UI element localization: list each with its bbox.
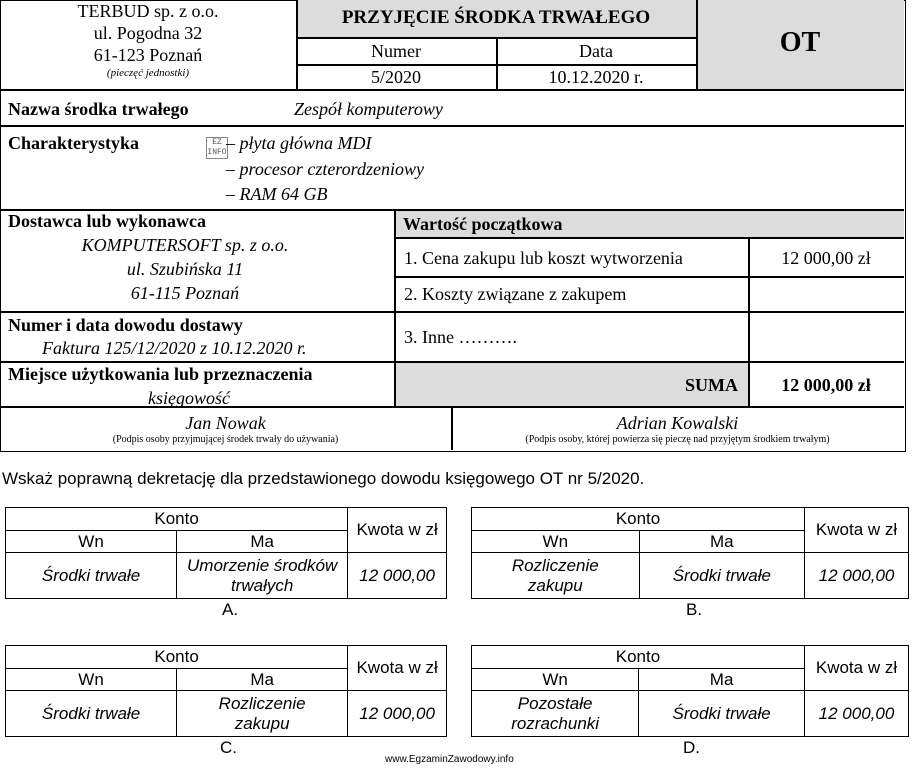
unit-city: 61-123 Poznań: [93, 45, 203, 65]
ma-header: Ma: [639, 531, 805, 553]
signature-left-name: Jan Nowak: [185, 413, 266, 433]
konto-header: Konto: [472, 508, 805, 531]
ma-header: Ma: [177, 531, 348, 553]
kwota-value: 12 000,00: [804, 691, 908, 737]
doc-code: OT: [779, 27, 821, 58]
kwota-value: 12 000,00: [805, 553, 909, 599]
supplier-label: Dostawca lub wykonawca: [8, 211, 207, 231]
place-value: księgowość: [148, 388, 230, 408]
delivery-value: Faktura 125/12/2020 z 10.12.2020 r.: [42, 338, 307, 358]
konto-header: Konto: [6, 508, 348, 531]
signature-right-note: (Podpis osoby, której powierza się pieczę nad przyjętym środkiem trwałym): [525, 434, 830, 445]
doc-title: PRZYJĘCIE ŚRODKA TRWAŁEGO: [341, 7, 651, 28]
footer-url: www.EgzaminZawodowy.info: [385, 754, 514, 765]
value-row-1-amount: 12 000,00 zł: [781, 248, 871, 268]
konto-header: Konto: [6, 646, 348, 669]
delivery-label: Numer i data dowodu dostawy: [8, 315, 243, 335]
unit-stamp: [0, 0, 296, 80]
kwota-header: Kwota w zł: [348, 508, 447, 553]
wn-header: Wn: [472, 669, 639, 691]
table-row: [6, 691, 447, 737]
unit-street: ul. Pogodna 32: [93, 23, 203, 43]
wn-value: Środki trwałe: [6, 553, 177, 599]
table-row: [472, 553, 909, 599]
wn-value: Pozostałe rozrachunki: [472, 691, 639, 737]
kwota-header: Kwota w zł: [805, 508, 909, 553]
supplier-name: KOMPUTERSOFT sp. z o.o.: [81, 235, 289, 255]
kwota-header: Kwota w zł: [348, 646, 447, 691]
sum-label: SUMA: [685, 375, 738, 395]
answer-b-letter[interactable]: B.: [686, 600, 703, 619]
answer-d-letter[interactable]: D.: [683, 738, 700, 757]
table-row: [472, 691, 909, 737]
answer-a-table[interactable]: [5, 507, 447, 599]
char-item-2: – procesor czterordzeniowy: [226, 159, 424, 179]
signature-left-note: (Podpis osoby przyjmującej środek trwały do używania): [112, 434, 339, 445]
wn-header: Wn: [6, 531, 177, 553]
char-label: Charakterystyka: [8, 133, 139, 153]
wn-header: Wn: [472, 531, 640, 553]
number-label: Numer: [371, 41, 421, 61]
ma-header: Ma: [177, 669, 348, 691]
ma-header: Ma: [639, 669, 805, 691]
kwota-header: Kwota w zł: [804, 646, 908, 691]
ma-value: Środki trwałe: [639, 553, 805, 599]
wn-value: Rozliczenie zakupu: [472, 553, 640, 599]
asset-name-label: Nazwa środka trwałego: [8, 99, 189, 119]
konto-header: Konto: [472, 646, 805, 669]
value-row-1-label: 1. Cena zakupu lub koszt wytworzenia: [404, 248, 683, 268]
answer-a-letter[interactable]: A.: [222, 600, 239, 619]
kwota-value: 12 000,00: [348, 553, 447, 599]
answer-c-table[interactable]: [5, 645, 447, 737]
wn-header: Wn: [6, 669, 177, 691]
watermark-logo: EZ INFO: [207, 138, 227, 157]
kwota-value: 12 000,00: [348, 691, 447, 737]
char-item-3: – RAM 64 GB: [226, 184, 328, 204]
ma-value: Rozliczenie zakupu: [177, 691, 348, 737]
answer-b-table[interactable]: [471, 507, 909, 599]
answer-c-letter[interactable]: C.: [220, 738, 237, 757]
value-header: Wartość początkowa: [403, 214, 563, 234]
unit-name: TERBUD sp. z o.o.: [77, 1, 219, 21]
signature-right-name: Adrian Kowalski: [616, 413, 739, 433]
ma-value: Środki trwałe: [639, 691, 805, 737]
wn-value: Środki trwałe: [6, 691, 177, 737]
ma-value: Umorzenie środków trwałych: [177, 553, 348, 599]
supplier-city: 61-115 Poznań: [130, 283, 240, 303]
date-label: Data: [579, 41, 613, 61]
doc-number: 5/2020: [370, 67, 421, 87]
char-item-1: – płyta główna MDI: [226, 133, 372, 153]
question-text: Wskaż poprawną dekretację dla przedstawionego dowodu księgowego OT nr 5/2020.: [2, 469, 645, 488]
value-row-2-label: 2. Koszty związane z zakupem: [404, 284, 627, 304]
table-row: [6, 553, 447, 599]
doc-date: 10.12.2020 r.: [548, 67, 644, 87]
unit-stamp-note: (pieczęć jednostki): [106, 67, 190, 79]
sum-amount: 12 000,00 zł: [781, 375, 871, 395]
asset-name: Zespół komputerowy: [294, 99, 443, 119]
place-label: Miejsce użytkowania lub przeznaczenia: [8, 364, 313, 384]
value-row-3-label: 3. Inne ……….: [404, 327, 517, 347]
supplier-street: ul. Szubińska 11: [126, 259, 244, 279]
answer-d-table[interactable]: [471, 645, 909, 737]
